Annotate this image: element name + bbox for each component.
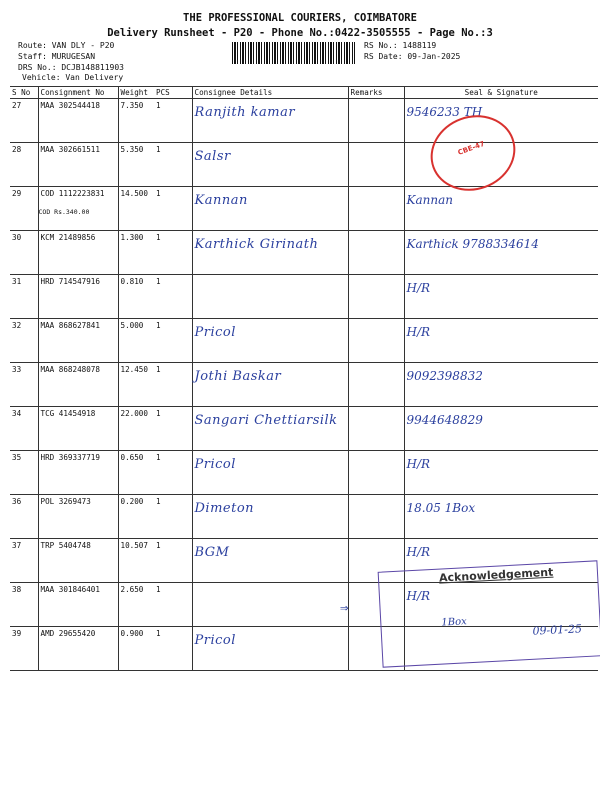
row-consignment-no: [38, 407, 118, 451]
row-weight-text: 14.500: [120, 189, 148, 198]
row-pcs-text: 1: [156, 321, 161, 330]
row-consignment-no-text: POL 3269473: [40, 497, 91, 506]
row-consignee-text: Karthick Girinath: [194, 237, 319, 252]
row-signature: [404, 187, 598, 231]
row-sno-text: 28: [12, 145, 22, 154]
row-pcs-text: 1: [156, 409, 161, 418]
row-remarks: [348, 319, 404, 363]
row-pcs-text: 1: [156, 233, 161, 242]
row-pcs-text: 1: [156, 145, 161, 154]
row-signature-text: H/R: [406, 545, 431, 559]
row-pcs: [154, 583, 192, 627]
row-pcs: [154, 187, 192, 231]
row-consignee: [192, 363, 348, 407]
row-pcs: [154, 407, 192, 451]
row-consignment-no-text: MAA 868627841: [40, 321, 100, 330]
row-consignment-no: [38, 275, 118, 319]
row-consignment-no-text: MAA 302661511: [40, 145, 100, 154]
col-header: S No: [10, 87, 38, 99]
row-consignment-no-text: KCM 21489856: [40, 233, 96, 242]
row-consignment-no-text: COD 1112223831: [40, 189, 105, 198]
row-consignee: [192, 319, 348, 363]
row-sno: [10, 187, 38, 231]
row-consignee: [192, 495, 348, 539]
row-remarks: [348, 231, 404, 275]
table-row: [10, 451, 598, 495]
row-signature: [404, 275, 598, 319]
table-row: [10, 407, 598, 451]
row-weight: [118, 451, 154, 495]
row-weight-text: 7.350: [120, 101, 144, 110]
row-weight: [118, 99, 154, 143]
row-consignment-no: [38, 495, 118, 539]
row-consignee-text: Kannan: [194, 193, 248, 208]
row-consignment-no-text: TRP 5404748: [40, 541, 91, 550]
row-remarks: [348, 407, 404, 451]
company-title: THE PROFESSIONAL COURIERS, COIMBATORE: [183, 12, 417, 24]
row-weight: [118, 187, 154, 231]
row-signature: [404, 319, 598, 363]
row-weight-text: 2.650: [120, 585, 144, 594]
table-row: [10, 319, 598, 363]
vehicle-label: Vehicle: Van Delivery: [22, 73, 124, 82]
row-consignment-no-text: HRD 369337719: [40, 453, 100, 462]
row-weight: [118, 627, 154, 671]
row-sno: [10, 319, 38, 363]
row-sno-text: 36: [12, 497, 22, 506]
row-weight: [118, 495, 154, 539]
row-weight: [118, 407, 154, 451]
row-consignee-text: Sangari Chettiarsilk: [194, 413, 338, 428]
row-sno: [10, 363, 38, 407]
row-signature-text: H/R: [406, 325, 431, 339]
row-sno: [10, 275, 38, 319]
row-consignee: [192, 407, 348, 451]
table-row: [10, 231, 598, 275]
arrow-mark-icon: ⇒: [340, 600, 349, 616]
row-consignee: [192, 583, 348, 627]
row-sno-text: 34: [12, 409, 22, 418]
row-consignee: [192, 539, 348, 583]
row-consignee-text: Dimeton: [194, 501, 255, 516]
row-sno: [10, 495, 38, 539]
row-weight-text: 22.000: [120, 409, 148, 418]
row-weight: [118, 363, 154, 407]
row-sno: [10, 231, 38, 275]
row-pcs: [154, 495, 192, 539]
row-pcs: [154, 451, 192, 495]
rs-number: RS No.: 1488119: [364, 41, 437, 50]
row-weight-text: 0.900: [120, 629, 144, 638]
row-consignment-no: [38, 627, 118, 671]
row-consignment-no-text: AMD 29655420: [40, 629, 96, 638]
row-weight-text: 12.450: [120, 365, 148, 374]
row-remarks: [348, 187, 404, 231]
row-weight-text: 10.507: [120, 541, 148, 550]
row-sno: [10, 143, 38, 187]
row-weight: [118, 143, 154, 187]
row-weight-text: 1.300: [120, 233, 144, 242]
table-row: [10, 363, 598, 407]
table-header-row: [10, 87, 598, 99]
table-row: [10, 275, 598, 319]
row-remarks: [348, 275, 404, 319]
row-weight: [118, 319, 154, 363]
row-pcs-text: 1: [156, 541, 161, 550]
barcode-image: [232, 42, 355, 64]
row-consignee: [192, 231, 348, 275]
row-remarks: [348, 451, 404, 495]
row-consignee: [192, 451, 348, 495]
row-weight-text: 0.200: [120, 497, 144, 506]
row-sno-text: 38: [12, 585, 22, 594]
row-pcs-text: 1: [156, 365, 161, 374]
row-weight: [118, 539, 154, 583]
row-signature: [404, 231, 598, 275]
row-remarks: [348, 363, 404, 407]
row-signature: [404, 495, 598, 539]
row-weight: [118, 231, 154, 275]
row-consignee-text: Salsr: [194, 149, 231, 164]
row-consignment-no: [38, 583, 118, 627]
row-signature-text: H/R: [406, 457, 431, 471]
row-consignment-no: [38, 363, 118, 407]
row-weight-text: 5.000: [120, 321, 144, 330]
row-signature-text: Karthick 9788334614: [406, 237, 539, 251]
drs-label: DRS No.: DCJB148811903: [18, 63, 124, 72]
row-sno: [10, 627, 38, 671]
row-sno: [10, 99, 38, 143]
row-sno-text: 39: [12, 629, 22, 638]
row-sno: [10, 539, 38, 583]
row-pcs: [154, 99, 192, 143]
staff-label: Staff: MURUGESAN: [18, 52, 96, 61]
acknowledgement-stamp: [378, 560, 600, 667]
row-weight-text: 0.810: [120, 277, 144, 286]
row-signature-text: 18.05 1Box: [406, 501, 476, 515]
row-consignee-text: Pricol: [194, 457, 236, 472]
row-consignee-text: Jothi Baskar: [194, 369, 282, 384]
row-consignment-no: [38, 99, 118, 143]
runsheet-subtitle: Delivery Runsheet - P20 - Phone No.:0422-3505555 - Page No.:3: [107, 27, 493, 39]
row-signature-text: 9546233 TH: [406, 105, 483, 119]
row-sno: [10, 451, 38, 495]
row-sno: [10, 407, 38, 451]
col-header: Consignment No: [38, 87, 118, 99]
rs-date: RS Date: 09-Jan-2025: [364, 52, 461, 61]
row-pcs: [154, 143, 192, 187]
col-header: Remarks: [348, 87, 404, 99]
col-header: Weight: [118, 87, 154, 99]
row-pcs-text: 1: [156, 101, 161, 110]
row-pcs-text: 1: [156, 497, 161, 506]
row-consignment-no-text: TCG 41454918: [40, 409, 96, 418]
row-consignee: [192, 627, 348, 671]
row-remarks: [348, 495, 404, 539]
row-sno-text: 27: [12, 101, 22, 110]
ack-title: Acknowledgement: [438, 565, 554, 585]
row-consignee-text: Pricol: [194, 325, 236, 340]
route-label: Route: VAN DLY - P20: [18, 41, 115, 50]
row-sno-text: 35: [12, 453, 22, 462]
row-weight: [118, 275, 154, 319]
row-consignment-no-text: HRD 714547916: [40, 277, 100, 286]
row-weight-text: 5.350: [120, 145, 144, 154]
row-consignee: [192, 275, 348, 319]
row-consignment-no: [38, 143, 118, 187]
row-pcs-text: 1: [156, 629, 161, 638]
row-sno: [10, 583, 38, 627]
col-header: PCS: [154, 87, 192, 99]
ack-boxes: 1Box: [441, 616, 468, 629]
row-pcs-text: 1: [156, 453, 161, 462]
row-weight-text: 0.650: [120, 453, 144, 462]
row-pcs: [154, 627, 192, 671]
row-consignee: [192, 99, 348, 143]
cod-note: COD Rs.340.00: [38, 208, 90, 216]
row-pcs: [154, 319, 192, 363]
row-signature-text: 9944648829: [406, 413, 483, 427]
row-consignment-no: [38, 451, 118, 495]
row-signature-text: H/R: [406, 589, 431, 603]
col-header: Seal & Signature: [404, 87, 598, 99]
row-consignee: [192, 143, 348, 187]
row-consignment-no: [38, 231, 118, 275]
row-pcs: [154, 275, 192, 319]
row-consignee-text: BGM: [194, 545, 230, 560]
row-signature: [404, 407, 598, 451]
row-sno-text: 33: [12, 365, 22, 374]
row-consignment-no-text: MAA 868248078: [40, 365, 100, 374]
row-pcs-text: 1: [156, 585, 161, 594]
row-consignment-no: [38, 187, 118, 231]
row-pcs-text: 1: [156, 277, 161, 286]
row-signature-text: H/R: [406, 281, 431, 295]
office-seal-stamp: CBE-47: [420, 104, 526, 203]
row-weight: [118, 583, 154, 627]
ack-date: 09-01-25: [532, 622, 583, 638]
row-remarks: [348, 143, 404, 187]
col-header: Consignee Details: [192, 87, 348, 99]
row-sno-text: 29: [12, 189, 22, 198]
row-consignment-no: [38, 539, 118, 583]
row-consignment-no-text: MAA 301846401: [40, 585, 100, 594]
table-row: [10, 187, 598, 231]
row-signature-text: 9092398832: [406, 369, 483, 383]
row-pcs: [154, 231, 192, 275]
row-consignment-no: [38, 319, 118, 363]
row-pcs: [154, 363, 192, 407]
row-consignee-text: Ranjith kamar: [194, 105, 296, 120]
row-pcs: [154, 539, 192, 583]
row-sno-text: 32: [12, 321, 22, 330]
row-consignment-no-text: MAA 302544418: [40, 101, 100, 110]
row-sno-text: 31: [12, 277, 22, 286]
row-signature: [404, 363, 598, 407]
row-consignee: [192, 187, 348, 231]
row-sno-text: 37: [12, 541, 22, 550]
table-row: [10, 495, 598, 539]
row-signature: [404, 451, 598, 495]
row-pcs-text: 1: [156, 189, 161, 198]
row-remarks: [348, 99, 404, 143]
row-signature-text: Kannan: [406, 193, 453, 207]
row-consignee-text: Pricol: [194, 633, 236, 648]
row-sno-text: 30: [12, 233, 22, 242]
